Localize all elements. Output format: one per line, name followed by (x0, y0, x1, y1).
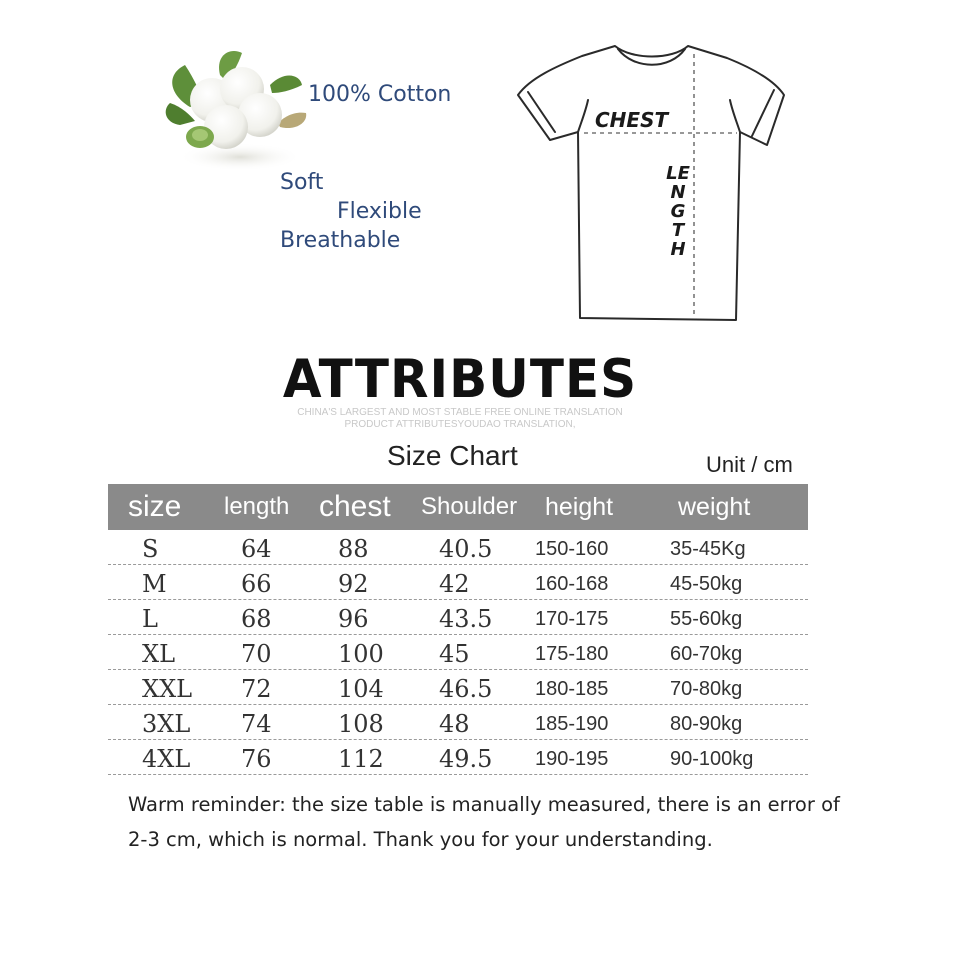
cell-height: 160-168 (535, 573, 609, 595)
cell-height: 170-175 (535, 608, 609, 630)
attributes-subtitle (270, 407, 650, 431)
header-height: height (545, 493, 614, 521)
table-body (108, 530, 808, 775)
cell-size: XXL (142, 675, 193, 703)
table-row (108, 600, 808, 635)
cell-weight: 45-50kg (670, 573, 743, 595)
cell-chest: 108 (338, 710, 384, 738)
table-header (108, 484, 808, 530)
cell-length: 66 (241, 570, 272, 598)
cell-weight: 60-70kg (670, 643, 743, 665)
size-chart-title: Size Chart (387, 440, 518, 471)
material-label: 100% Cotton (308, 82, 452, 107)
cell-size: M (142, 570, 167, 598)
table-row (108, 705, 808, 740)
length-label: LENGTH (666, 163, 690, 260)
cell-shoulder: 43.5 (439, 605, 493, 633)
cell-weight: 35-45Kg (670, 538, 746, 560)
table-row (108, 670, 808, 705)
cell-weight: 55-60kg (670, 608, 743, 630)
table-row (108, 740, 808, 775)
header-chest: chest (319, 490, 391, 523)
cell-chest: 112 (338, 745, 384, 773)
tshirt-diagram (512, 40, 792, 325)
header-shoulder: Shoulder (421, 493, 518, 520)
cell-length: 72 (241, 675, 272, 703)
cotton-boll-icon (160, 45, 310, 175)
header-size: size (128, 490, 182, 523)
chest-label: CHEST (595, 108, 669, 132)
feature-breathable: Breathable (280, 228, 401, 253)
attributes-title: ATTRIBUTES (282, 348, 638, 410)
cell-shoulder: 46.5 (439, 675, 493, 703)
cell-shoulder: 40.5 (439, 535, 493, 563)
size-table (108, 484, 808, 775)
unit-label: Unit / cm (706, 452, 793, 477)
cell-size: S (142, 535, 159, 563)
cell-height: 180-185 (535, 678, 609, 700)
subtitle-line-1: CHINA'S LARGEST AND MOST STABLE FREE ONLINE TRANSLATION (297, 407, 623, 418)
cell-chest: 88 (338, 535, 369, 563)
table-row (108, 635, 808, 670)
table-row (108, 530, 808, 565)
cell-height: 175-180 (535, 643, 609, 665)
cell-height: 190-195 (535, 748, 609, 770)
cell-weight: 70-80kg (670, 678, 743, 700)
cell-shoulder: 49.5 (439, 745, 493, 773)
cell-length: 64 (241, 535, 272, 563)
cell-chest: 104 (338, 675, 384, 703)
feature-flexible: Flexible (337, 199, 422, 224)
feature-soft: Soft (280, 170, 324, 195)
cell-size: XL (142, 640, 176, 668)
cell-length: 74 (241, 710, 272, 738)
cell-length: 70 (241, 640, 272, 668)
cell-size: 3XL (142, 710, 191, 738)
cell-chest: 96 (338, 605, 369, 633)
warm-reminder: Warm reminder: the size table is manually measured, there is an error of 2-3 cm, which is normal. Thank you for your understanding. (128, 793, 840, 851)
cell-shoulder: 45 (439, 640, 470, 668)
cell-length: 76 (241, 745, 272, 773)
subtitle-line-2: PRODUCT ATTRIBUTESYOUDAO TRANSLATION, (344, 419, 576, 430)
cell-shoulder: 42 (439, 570, 470, 598)
cell-height: 150-160 (535, 538, 609, 560)
cell-size: L (142, 605, 158, 633)
cell-chest: 92 (338, 570, 369, 598)
table-row (108, 565, 808, 600)
header-length: length (224, 493, 290, 520)
cell-shoulder: 48 (439, 710, 470, 738)
cell-weight: 90-100kg (670, 748, 754, 770)
cell-weight: 80-90kg (670, 713, 743, 735)
cell-size: 4XL (142, 745, 191, 773)
header-weight: weight (678, 493, 751, 521)
cell-chest: 100 (338, 640, 384, 668)
cell-height: 185-190 (535, 713, 609, 735)
cell-length: 68 (241, 605, 272, 633)
